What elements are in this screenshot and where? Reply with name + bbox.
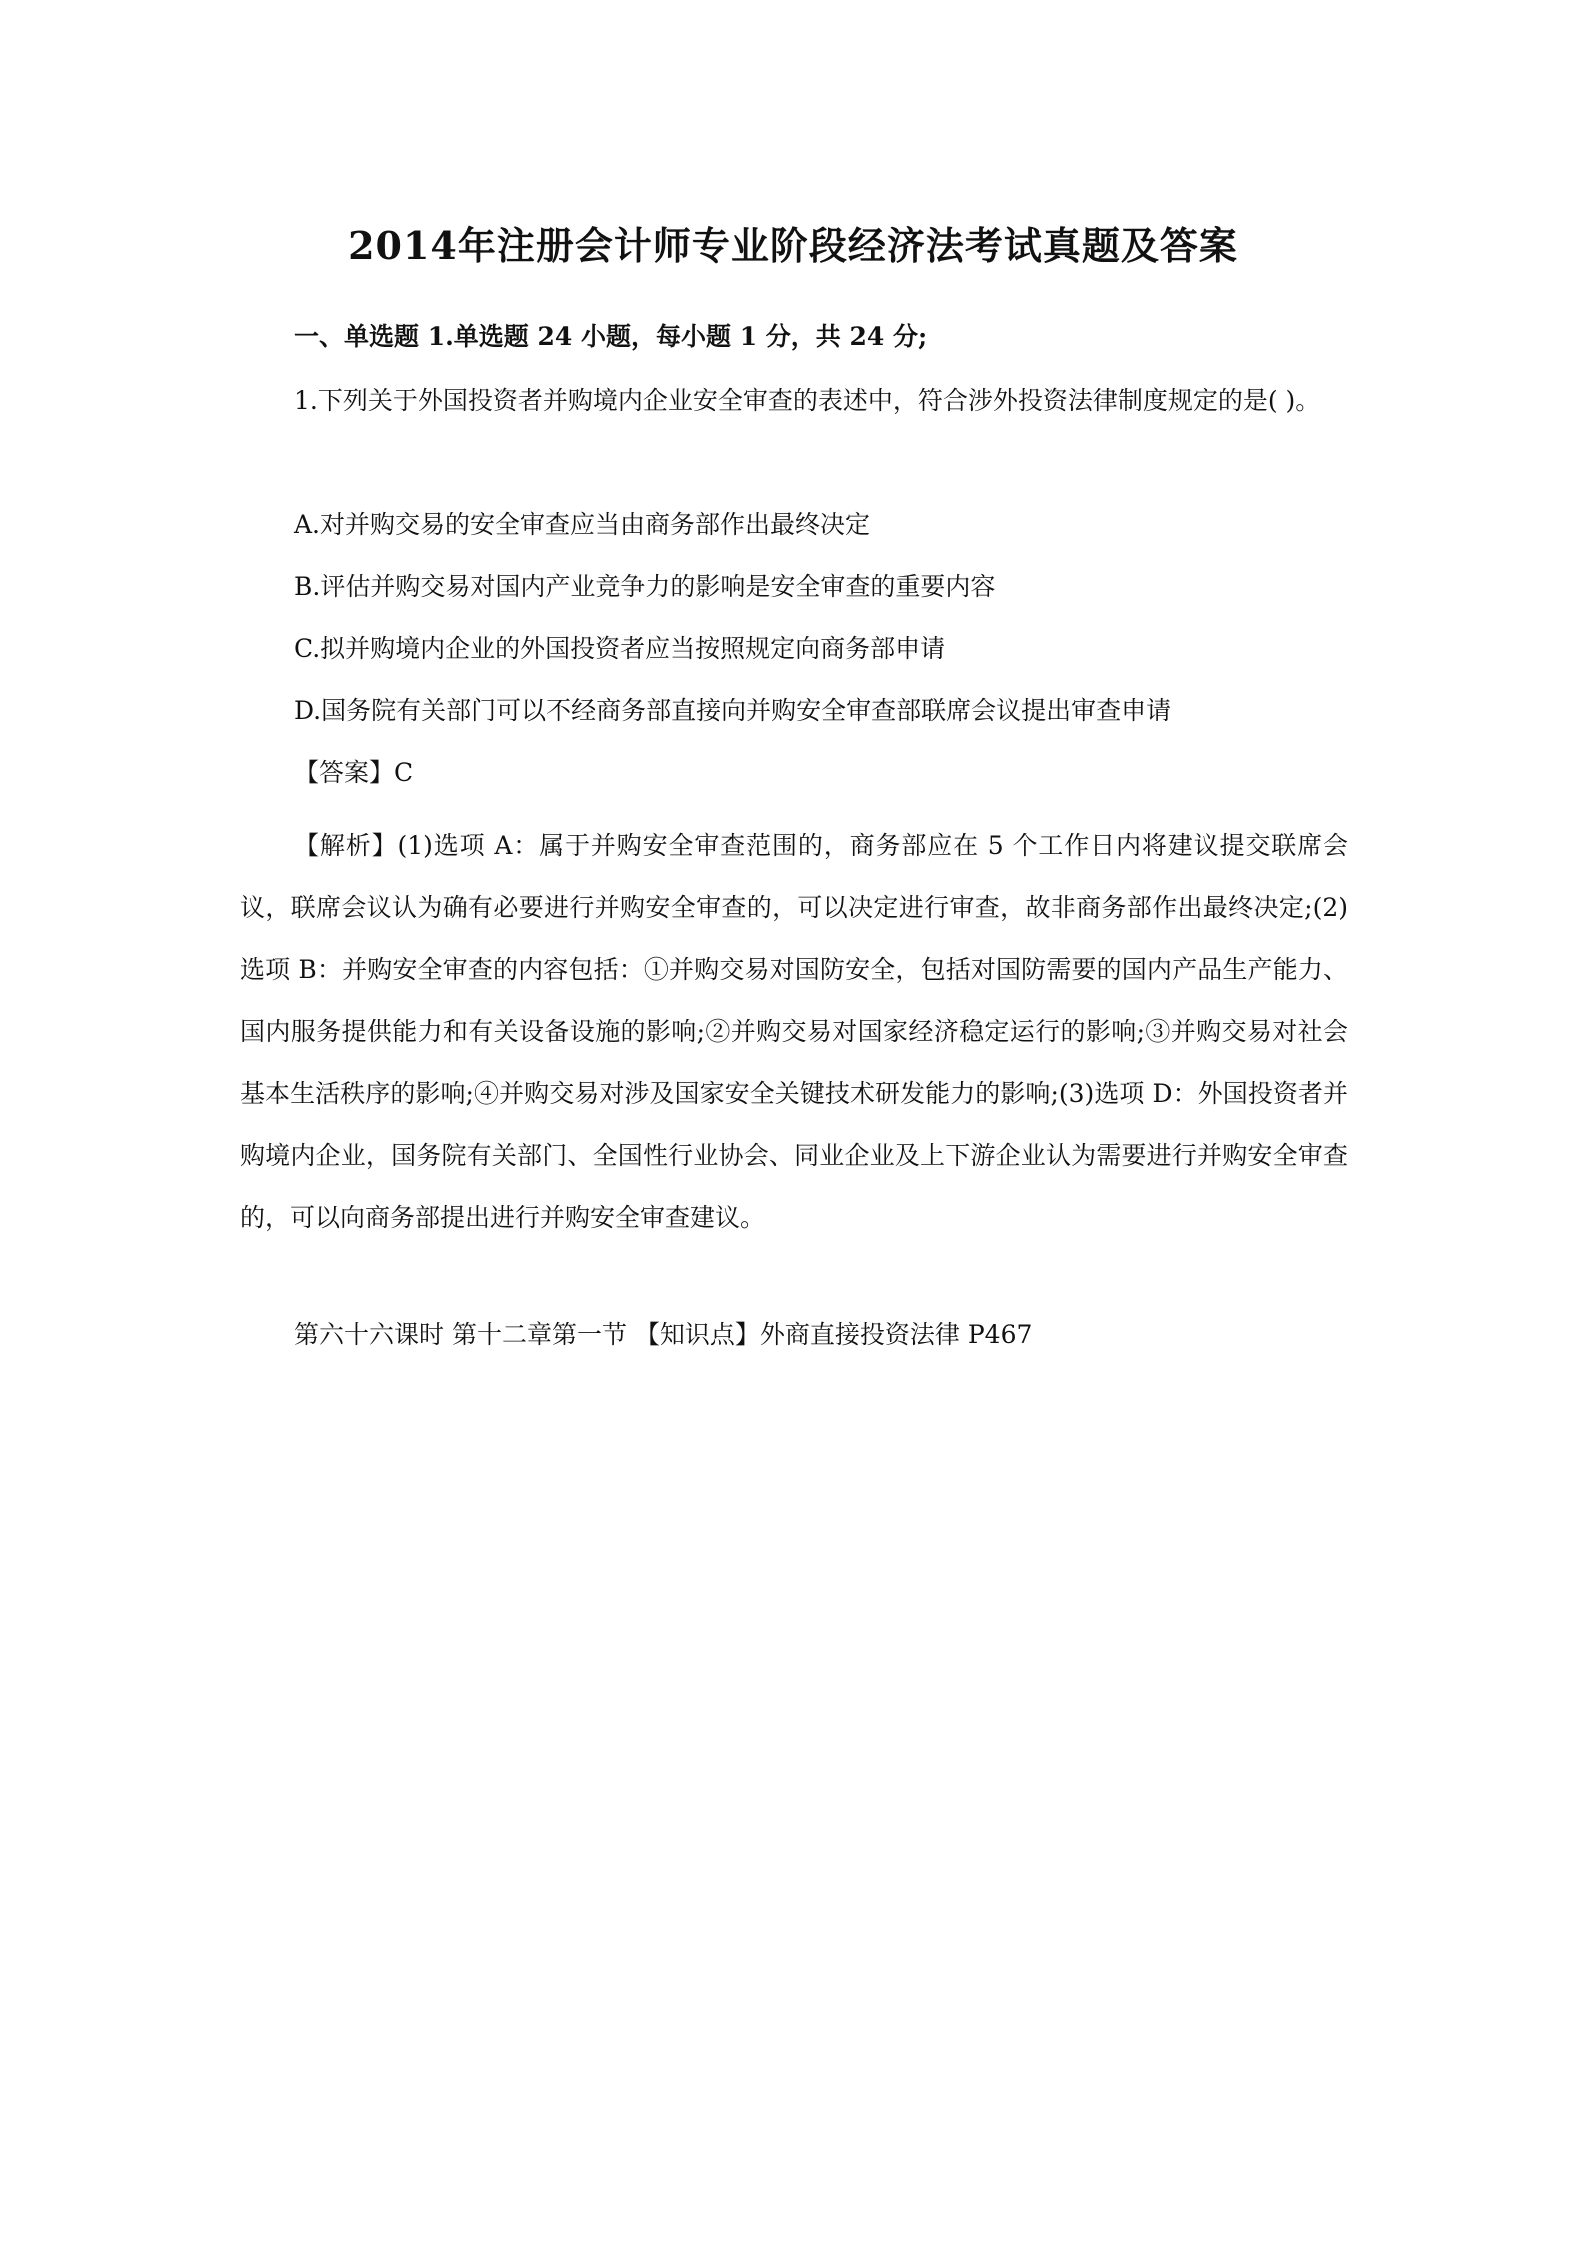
document-title: 2014年注册会计师专业阶段经济法考试真题及答案 <box>348 223 1238 268</box>
section-heading: 一、单选题 1.单选题 24 小题，每小题 1 分，共 24 分; <box>294 322 928 351</box>
option-c: C.拟并购境内企业的外国投资者应当按照规定向商务部申请 <box>294 634 946 663</box>
option-d: D.国务院有关部门可以不经商务部直接向并购安全审查部联席会议提出审查申请 <box>294 696 1172 725</box>
option-b: B.评估并购交易对国内产业竞争力的影响是安全审查的重要内容 <box>294 572 996 601</box>
answer-text: 【答案】C <box>294 758 414 787</box>
analysis-text: 【解析】(1)选项 A：属于并购安全审查范围的，商务部应在 5 个工作日内将建议提交联席会议，联席会议认为确有必要进行并购安全审查的，可以决定进行审查，故非商务部作出最终决定;(2)选项 B：并购安全审查的内容包括：①并购交易对国防安全，包括对国防需要的国内产品生产能力、国内服务提供能力和有关设备设施的影响;②并购交易对国家经济稳定运行的影响;③并购交易对社会基本生活秩序的影响;④并购交易对涉及国家安全关键技术研发能力的影响;(3)选项 D：外国投资者并购境内企业，国务院有关部门、全国性行业协会、同业企业及上下游企业认为需要进行并购安全审查的，可以向商务部提出进行并购安全审查建议。 <box>240 831 1348 1232</box>
option-a: A.对并购交易的安全审查应当由商务部作出最终决定 <box>294 510 871 539</box>
question-text: 1.下列关于外国投资者并购境内企业安全审查的表述中，符合涉外投资法律制度规定的是( )。 <box>294 386 1321 415</box>
knowledge-point-note: 第六十六课时 第十二章第一节 【知识点】外商直接投资法律 P467 <box>294 1320 1033 1349</box>
